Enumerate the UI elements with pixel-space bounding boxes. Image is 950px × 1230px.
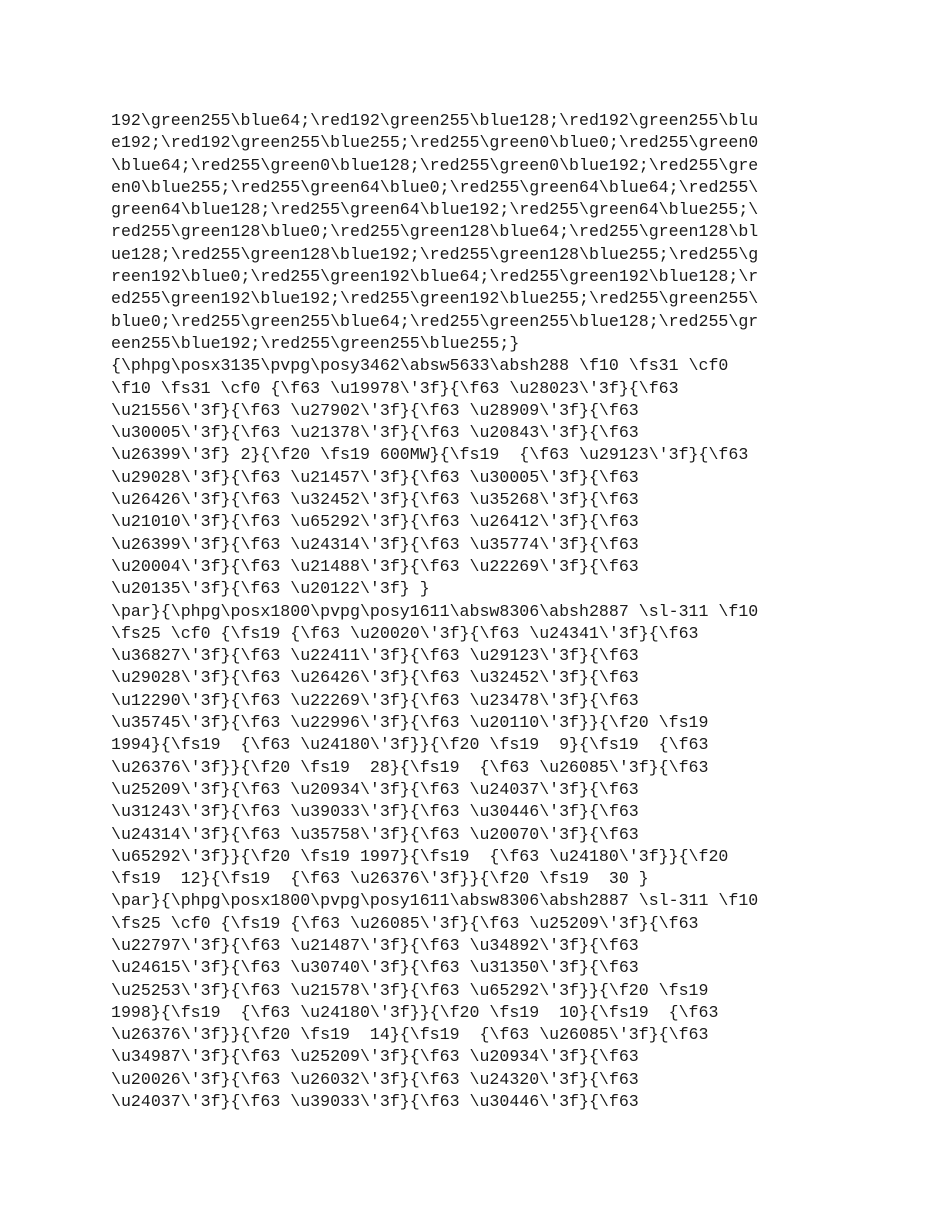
text-line: reen192\blue0;\red255\green192\blue64;\red255\green192\blue128;\r bbox=[111, 267, 759, 287]
text-line: \u26426\'3f}{\f63 \u32452\'3f}{\f63 \u35268\'3f}{\f63 bbox=[111, 490, 639, 510]
text-line: \blue64;\red255\green0\blue128;\red255\green0\blue192;\red255\gre bbox=[111, 155, 759, 175]
text-line: een255\blue192;\red255\green255\blue255;} bbox=[111, 333, 520, 353]
text-line: \u25209\'3f}{\f63 \u20934\'3f}{\f63 \u24037\'3f}{\f63 bbox=[111, 779, 639, 799]
text-line: \u24037\'3f}{\f63 \u39033\'3f}{\f63 \u30446\'3f}{\f63 bbox=[111, 1092, 639, 1112]
text-line: \u20004\'3f}{\f63 \u21488\'3f}{\f63 \u22269\'3f}{\f63 bbox=[111, 556, 639, 576]
text-line: \u26376\'3f}}{\f20 \fs19 14}{\fs19 {\f63 \u26085\'3f}{\f63 bbox=[111, 1025, 709, 1045]
text-line: \u26376\'3f}}{\f20 \fs19 28}{\fs19 {\f63 \u26085\'3f}{\f63 bbox=[111, 757, 709, 777]
text-line: en0\blue255;\red255\green64\blue0;\red255\green64\blue64;\red255\ bbox=[111, 177, 759, 197]
text-line: \u26399\'3f} 2}{\f20 \fs19 600MW}{\fs19 {\f63 \u29123\'3f}{\f63 bbox=[111, 445, 749, 465]
text-line: 1994}{\fs19 {\f63 \u24180\'3f}}{\f20 \fs19 9}{\fs19 {\f63 bbox=[111, 735, 709, 755]
text-line: \u20026\'3f}{\f63 \u26032\'3f}{\f63 \u24320\'3f}{\f63 bbox=[111, 1069, 639, 1089]
text-line: \fs25 \cf0 {\fs19 {\f63 \u20020\'3f}{\f63 \u24341\'3f}{\f63 bbox=[111, 623, 699, 643]
text-line: blue0;\red255\green255\blue64;\red255\green255\blue128;\red255\gr bbox=[111, 311, 759, 331]
text-line: \par}{\phpg\posx1800\pvpg\posy1611\absw8306\absh2887 \sl-311 \f10 bbox=[111, 601, 759, 621]
text-line: 192\green255\blue64;\red192\green255\blue128;\red192\green255\blu bbox=[111, 111, 759, 130]
text-line: \u24314\'3f}{\f63 \u35758\'3f}{\f63 \u20070\'3f}{\f63 bbox=[111, 824, 639, 844]
text-line: \u25253\'3f}{\f63 \u21578\'3f}{\f63 \u65292\'3f}}{\f20 \fs19 bbox=[111, 980, 709, 1000]
text-line: \u22797\'3f}{\f63 \u21487\'3f}{\f63 \u34892\'3f}{\f63 bbox=[111, 935, 639, 955]
text-line: ed255\green192\blue192;\red255\green192\blue255;\red255\green255\ bbox=[111, 289, 759, 309]
text-line: \u65292\'3f}}{\f20 \fs19 1997}{\fs19 {\f63 \u24180\'3f}}{\f20 bbox=[111, 846, 729, 866]
text-line: \u29028\'3f}{\f63 \u26426\'3f}{\f63 \u32452\'3f}{\f63 bbox=[111, 668, 639, 688]
text-line: ue128;\red255\green128\blue192;\red255\green128\blue255;\red255\g bbox=[111, 244, 759, 264]
text-line: \fs19 12}{\fs19 {\f63 \u26376\'3f}}{\f20 \fs19 30 } bbox=[111, 869, 649, 889]
text-line: \u26399\'3f}{\f63 \u24314\'3f}{\f63 \u35774\'3f}{\f63 bbox=[111, 534, 639, 554]
text-line: \u34987\'3f}{\f63 \u25209\'3f}{\f63 \u20934\'3f}{\f63 bbox=[111, 1047, 639, 1067]
text-line: \u21556\'3f}{\f63 \u27902\'3f}{\f63 \u28909\'3f}{\f63 bbox=[111, 400, 639, 420]
text-line: {\phpg\posx3135\pvpg\posy3462\absw5633\absh288 \f10 \fs31 \cf0 bbox=[111, 356, 729, 376]
text-line: \u35745\'3f}{\f63 \u22996\'3f}{\f63 \u20110\'3f}}{\f20 \fs19 bbox=[111, 713, 709, 733]
text-line: \par}{\phpg\posx1800\pvpg\posy1611\absw8306\absh2887 \sl-311 \f10 bbox=[111, 891, 759, 911]
text-line: \u12290\'3f}{\f63 \u22269\'3f}{\f63 \u23478\'3f}{\f63 bbox=[111, 690, 639, 710]
text-line: \u31243\'3f}{\f63 \u39033\'3f}{\f63 \u30446\'3f}{\f63 bbox=[111, 802, 639, 822]
text-line: \u29028\'3f}{\f63 \u21457\'3f}{\f63 \u30005\'3f}{\f63 bbox=[111, 467, 639, 487]
text-line: \u21010\'3f}{\f63 \u65292\'3f}{\f63 \u26412\'3f}{\f63 bbox=[111, 512, 639, 532]
text-line: 1998}{\fs19 {\f63 \u24180\'3f}}{\f20 \fs19 10}{\fs19 {\f63 bbox=[111, 1002, 719, 1022]
text-line: \u24615\'3f}{\f63 \u30740\'3f}{\f63 \u31350\'3f}{\f63 bbox=[111, 958, 639, 978]
text-line: \f10 \fs31 \cf0 {\f63 \u19978\'3f}{\f63 \u28023\'3f}{\f63 bbox=[111, 378, 679, 398]
text-line: e192;\red192\green255\blue255;\red255\green0\blue0;\red255\green0 bbox=[111, 133, 759, 153]
rtf-source-text bbox=[111, 110, 851, 1113]
text-line: green64\blue128;\red255\green64\blue192;\red255\green64\blue255;\ bbox=[111, 200, 759, 220]
text-line: \u36827\'3f}{\f63 \u22411\'3f}{\f63 \u29123\'3f}{\f63 bbox=[111, 646, 639, 666]
text-line: red255\green128\blue0;\red255\green128\blue64;\red255\green128\bl bbox=[111, 222, 759, 242]
text-line: \u30005\'3f}{\f63 \u21378\'3f}{\f63 \u20843\'3f}{\f63 bbox=[111, 423, 639, 443]
text-line: \u20135\'3f}{\f63 \u20122\'3f} } bbox=[111, 579, 430, 599]
text-line: \fs25 \cf0 {\fs19 {\f63 \u26085\'3f}{\f63 \u25209\'3f}{\f63 bbox=[111, 913, 699, 933]
